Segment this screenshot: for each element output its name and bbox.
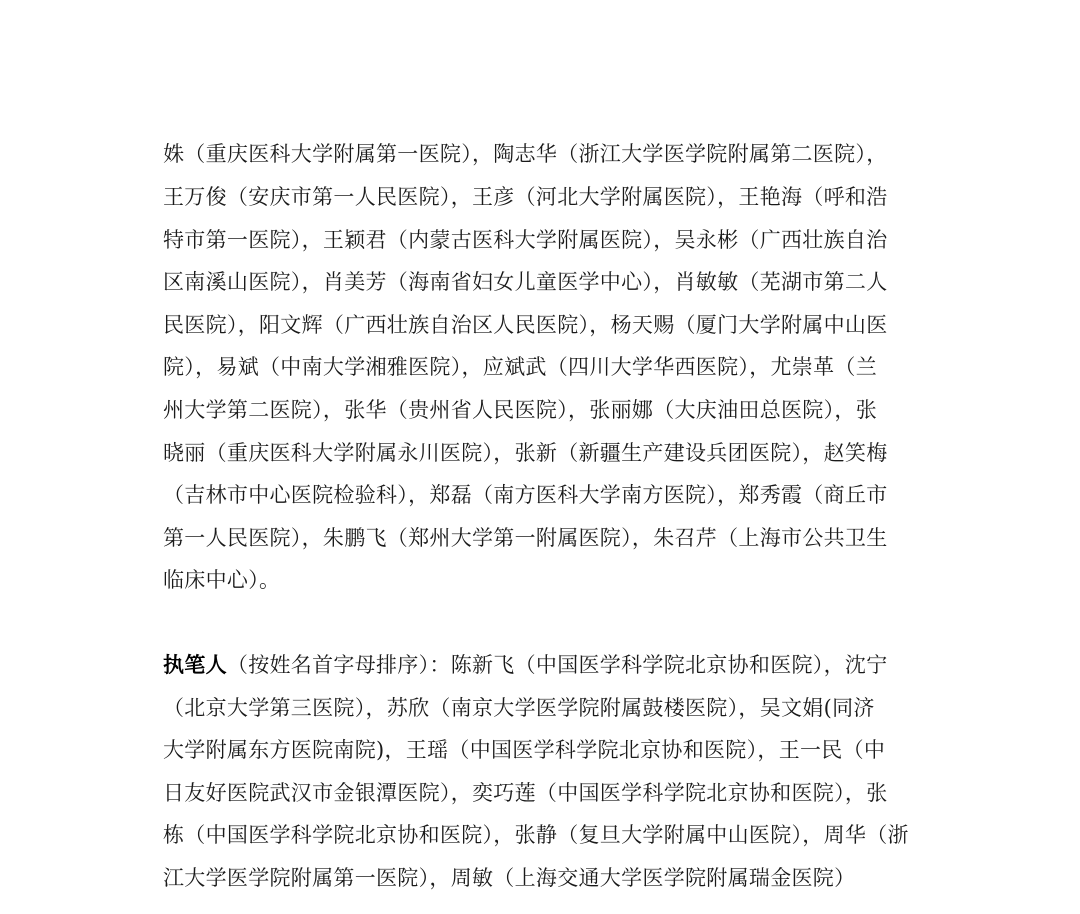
- text-line: 区南溪山医院），肖美芳（海南省妇女儿童医学中心），肖敏敏（芜湖市第二人: [163, 270, 888, 294]
- text-line: （北京大学第三医院），苏欣（南京大学医学院附属鼓楼医院），吴文娟(同济: [163, 696, 875, 720]
- text-line: 民医院），阳文辉（广西壮族自治区人民医院），杨天赐（厦门大学附属中山医: [163, 313, 888, 337]
- text-line: 栋（中国医学科学院北京协和医院），张静（复旦大学附属中山医院），周华（浙: [163, 823, 909, 847]
- text-line: 第一人民医院），朱鹏飞（郑州大学第一附属医院），朱召芹（上海市公共卫生: [163, 526, 888, 550]
- text-line: 临床中心）。: [163, 568, 281, 592]
- text-line: 姝（重庆医科大学附属第一医院），陶志华（浙江大学医学院附属第二医院），: [163, 142, 888, 166]
- writers-heading: 执笔人: [163, 653, 227, 677]
- text-line: 王万俊（安庆市第一人民医院），王彦（河北大学附属医院），王艳海（呼和浩: [163, 185, 888, 209]
- text-line: 院），易斌（中南大学湘雅医院），应斌武（四川大学华西医院），尤崇革（兰: [163, 355, 877, 379]
- text-line: 州大学第二医院），张华（贵州省人民医院），张丽娜（大庆油田总医院），张: [163, 398, 877, 422]
- text-line: 日友好医院武汉市金银潭医院），奕巧莲（中国医学科学院北京协和医院），张: [163, 781, 888, 805]
- text-line: 江大学医学院附属第一医院），周敏（上海交通大学医学院附属瑞金医院）: [163, 866, 856, 890]
- writers-intro: （按姓名首字母排序）：陈新飞（中国医学科学院北京协和医院），沈宁: [226, 653, 888, 677]
- text-line: 晓丽（重庆医科大学附属永川医院），张新（新疆生产建设兵团医院），赵笑梅: [163, 441, 888, 465]
- text-line: 特市第一医院），王颖君（内蒙古医科大学附属医院），吴永彬（广西壮族自治: [163, 228, 888, 252]
- text-line: 大学附属东方医院南院)，王瑶（中国医学科学院北京协和医院），王一民（中: [163, 738, 886, 762]
- text-line: [163, 652, 923, 678]
- text-line: （吉林市中心医院检验科），郑磊（南方医科大学南方医院），郑秀霞（商丘市: [163, 483, 888, 507]
